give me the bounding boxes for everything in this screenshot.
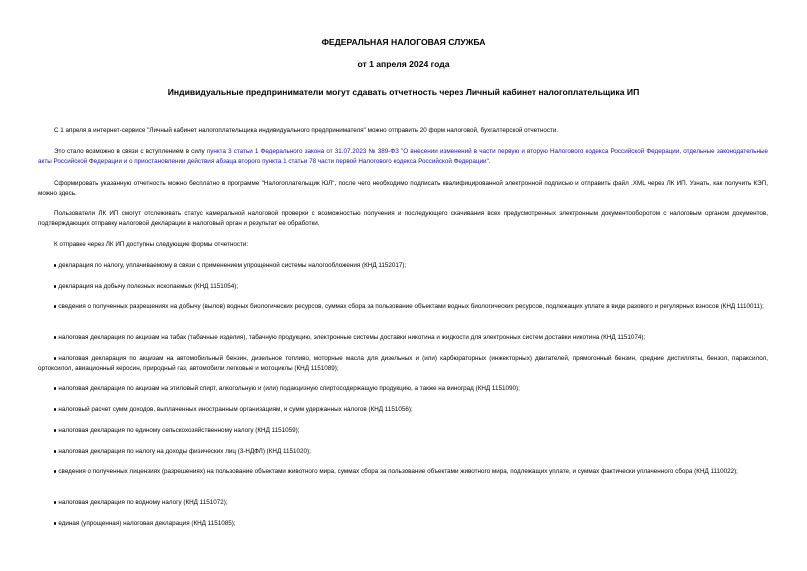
list-item: налоговая декларация по налогу на доходы физических лиц (3-НДФЛ) (КНД 1151020); bbox=[38, 447, 768, 457]
paragraph-forms-intro: К отправке через ЛК ИП доступны следующие формы отчетности: bbox=[54, 241, 249, 248]
list-item: налоговая декларация по акцизам на табак (табачные изделия), табачную продукцию, электронные системы доставки никотина и жидкости для электронных систем доставки никотина (КНД 1151074); bbox=[38, 333, 768, 343]
agency-title: ФЕДЕРАЛЬНАЯ НАЛОГОВАЯ СЛУЖБА bbox=[321, 37, 486, 47]
list-item: декларация по налогу, уплачиваемому в связи с применением упрощенной системы налогообложения (КНД 1152017); bbox=[38, 261, 768, 271]
bullet-icon bbox=[54, 470, 56, 472]
bullet-icon bbox=[54, 522, 56, 524]
headline: Индивидуальные предприниматели могут сдавать отчетность через Личный кабинет налогоплательщика ИП bbox=[167, 87, 640, 97]
paragraph-software: Сформировать указанную отчетность можно бесплатно в программе "Налогоплательщик ЮЛ", после чего необходимо подписать квалифицированной электронной подписью и отправить файл .XML через ЛК ИП. Узнать, как получить КЭП, можно здесь. bbox=[38, 180, 768, 197]
list-item: сведения о полученных лицензиях (разрешениях) на пользование объектами животного мира, суммах сбора за пользование объектами животного мира, подлежащих уплате, и суммах фактически уплаченного сбора (КНД 1110022); bbox=[38, 467, 768, 477]
bullet-icon bbox=[54, 501, 56, 503]
list-item: налоговая декларация по акцизам на автомобильный бензин, дизельное топливо, моторные масла для дизельных и (или) карбюраторных (инжекторных) двигателей, прямогонный бензин, средние дистилляты, бензол, параксилол, ортоксилол, авиационный керосин, природный газ, автомобили легковые и мотоциклы (КНД 1151089); bbox=[38, 355, 768, 372]
paragraph-law-reference bbox=[38, 147, 768, 166]
bullet-icon bbox=[54, 264, 56, 266]
list-item: декларация на добычу полезных ископаемых (КНД 1151054); bbox=[38, 282, 768, 292]
paragraph-intro: С 1 апреля в интернет-сервисе "Личный кабинет налогоплательщика индивидуального предпринимателя" можно отправить 20 форм налоговой, бухгалтерской отчетности. bbox=[54, 127, 559, 134]
bullet-icon bbox=[54, 357, 56, 359]
bullet-icon bbox=[54, 408, 56, 410]
list-item: налоговая декларация по единому сельскохозяйственному налогу (КНД 1151059); bbox=[38, 426, 768, 436]
paragraph-law-prefix: Это стало возможно в связи с вступлением в силу bbox=[54, 148, 207, 155]
list-item: налоговая декларация по акцизам на этиловый спирт, алкогольную и (или) подакцизную спиртосодержащую продукцию, а также на виноград (КНД 1151090); bbox=[38, 384, 768, 394]
law-link[interactable]: пункта 3 статьи 1 Федерального закона от 31.07.2023 № 389-ФЗ "О внесении изменений в части первую и вторую Налогового кодекса Российской Федерации, отдельные законодательные акты Российской Федерации и о приостановлении действия абзаца второго пункта 1 статьи 78 части первой Налогового кодекса Российской Федерации" bbox=[38, 148, 768, 165]
bullet-icon bbox=[54, 336, 56, 338]
list-item: единая (упрощенная) налоговая декларация (КНД 1151085); bbox=[38, 519, 768, 529]
list-item: сведения о полученных разрешениях на добычу (вылов) водных биологических ресурсов, суммах сбора за пользование объектами водных биологических ресурсов, подлежащих уплате в виде разового и регулярных взносов (КНД 1110011); bbox=[38, 302, 768, 312]
bullet-icon bbox=[54, 285, 56, 287]
paragraph-tracking: Пользователи ЛК ИП смогут отслеживать статус камеральной налоговой проверки с возможностью получения и последующего скачивания всех предусмотренных электронным документооборотом с налоговым органом документов, подтверждающих отправку налоговой декларации в налоговый орган и результат ее обработки. bbox=[38, 210, 768, 227]
list-item: налоговая декларация по водному налогу (КНД 1151072); bbox=[38, 498, 768, 508]
list-item: налоговый расчет сумм доходов, выплаченных иностранным организациям, и сумм удержанных налогов (КНД 1151056); bbox=[38, 405, 768, 415]
bullet-icon bbox=[54, 450, 56, 452]
bullet-icon bbox=[54, 387, 56, 389]
bullet-icon bbox=[54, 429, 56, 431]
document-date: от 1 апреля 2024 года bbox=[357, 59, 450, 69]
paragraph-law-suffix: . bbox=[488, 157, 491, 165]
bullet-icon bbox=[54, 305, 56, 307]
